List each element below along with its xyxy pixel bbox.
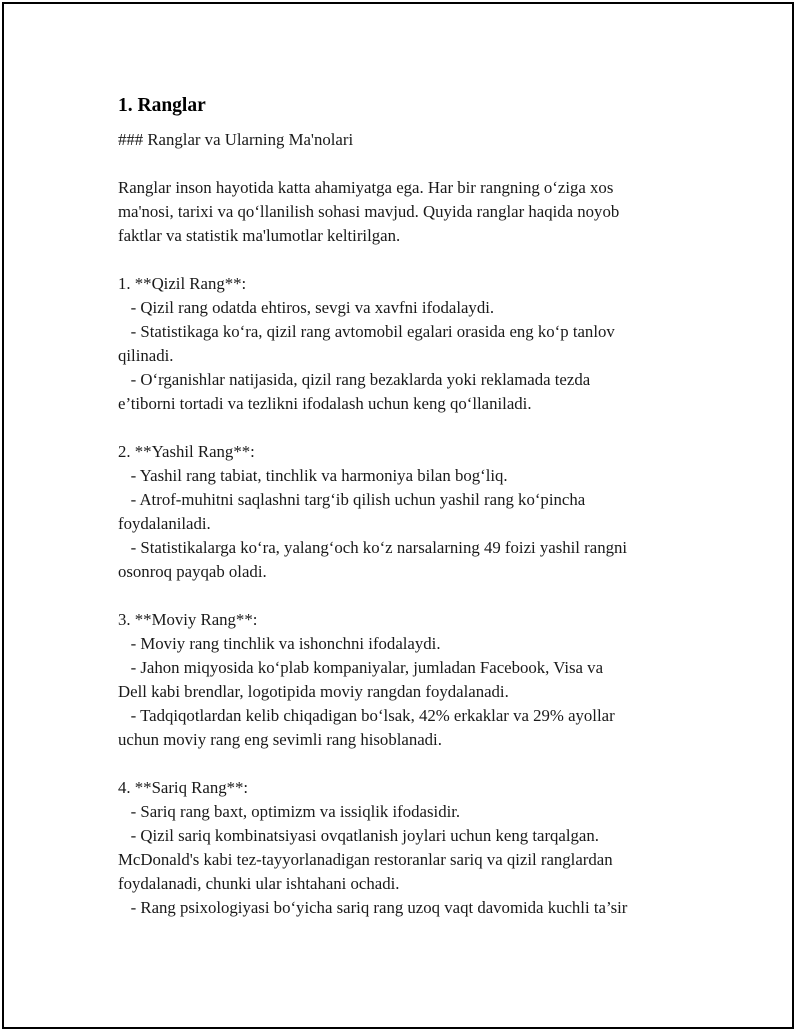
section-line: foydalaniladi. (118, 514, 211, 533)
section-line: - Tadqiqotlardan kelib chiqadigan bo‘lsak, 42% erkaklar va 29% ayollar (118, 706, 615, 725)
section-line: - Statistikalarga ko‘ra, yalang‘och ko‘z narsalarning 49 foizi yashil rangni (118, 538, 628, 557)
section-line: foydalanadi, chunki ular ishtahani ochadi. (118, 874, 400, 893)
intro-paragraph (118, 176, 688, 248)
section-line: - Qizil sariq kombinatsiyasi ovqatlanish joylari uchun keng tarqalgan. (118, 826, 599, 845)
section-line: - Jahon miqyosida ko‘plab kompaniyalar, jumladan Facebook, Visa va (118, 658, 604, 677)
section-line: - Statistikaga ko‘ra, qizil rang avtomobil egalari orasida eng ko‘p tanlov (118, 322, 615, 341)
section-yellow (118, 776, 688, 920)
section-title: 3. **Moviy Rang**: (118, 610, 258, 629)
section-title: 4. **Sariq Rang**: (118, 778, 249, 797)
section-line: - Qizil rang odatda ehtiros, sevgi va xavfni ifodalaydi. (118, 298, 495, 317)
section-line: - Rang psixologiyasi bo‘yicha sariq rang uzoq vaqt davomida kuchli ta’sir (118, 898, 628, 917)
section-line: - Yashil rang tabiat, tinchlik va harmoniya bilan bog‘liq. (118, 466, 508, 485)
intro-line: faktlar va statistik ma'lumotlar keltirilgan. (118, 226, 401, 245)
section-line: Dell kabi brendlar, logotipida moviy rangdan foydalanadi. (118, 682, 509, 701)
section-line: osonroq payqab oladi. (118, 562, 267, 581)
section-line: - Moviy rang tinchlik va ishonchni ifodalaydi. (118, 634, 441, 653)
section-title: 1. **Qizil Rang**: (118, 274, 247, 293)
section-line: e’tiborni tortadi va tezlikni ifodalash uchun keng qo‘llaniladi. (118, 394, 532, 413)
document-body (118, 90, 688, 920)
document-heading: 1. Ranglar (118, 95, 206, 116)
section-title: 2. **Yashil Rang**: (118, 442, 255, 461)
section-line: uchun moviy rang eng sevimli rang hisoblanadi. (118, 730, 442, 749)
section-line: McDonald's kabi tez-tayyorlanadigan restoranlar sariq va qizil ranglardan (118, 850, 613, 869)
section-line: qilinadi. (118, 346, 174, 365)
document-subheading: ### Ranglar va Ularning Ma'nolari (118, 130, 354, 149)
intro-line: Ranglar inson hayotida katta ahamiyatga ega. Har bir rangning o‘ziga xos (118, 178, 614, 197)
section-line: - Sariq rang baxt, optimizm va issiqlik ifodasidir. (118, 802, 461, 821)
section-green (118, 440, 688, 584)
section-line: - Atrof-muhitni saqlashni targ‘ib qilish uchun yashil rang ko‘pincha (118, 490, 586, 509)
intro-line: ma'nosi, tarixi va qo‘llanilish sohasi mavjud. Quyida ranglar haqida noyob (118, 202, 620, 221)
section-blue (118, 608, 688, 752)
section-line: - O‘rganishlar natijasida, qizil rang bezaklarda yoki reklamada tezda (118, 370, 591, 389)
section-red (118, 272, 688, 416)
